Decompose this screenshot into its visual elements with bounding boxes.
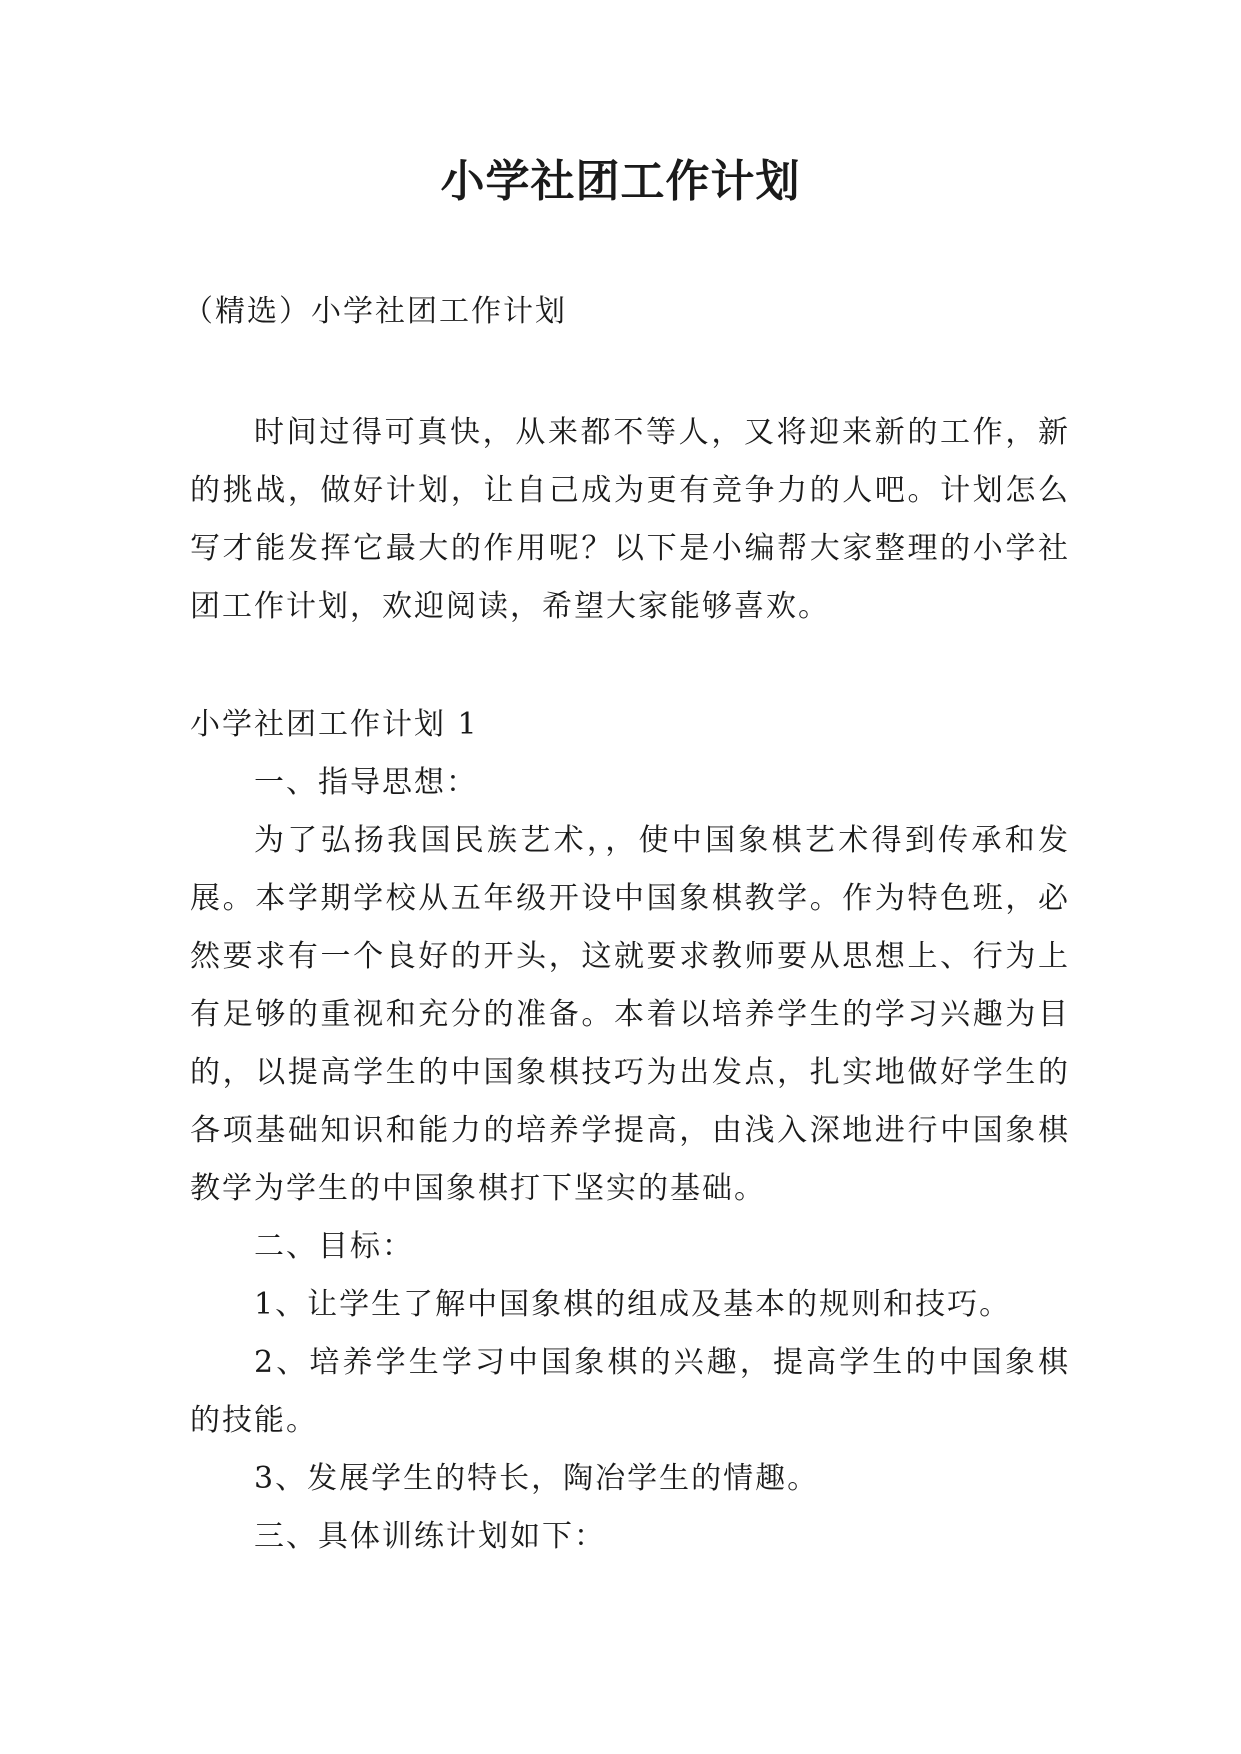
intro-block <box>190 404 1070 636</box>
heading-goals: 二、目标： <box>254 1229 414 1264</box>
heading-training-plan: 三、具体训练计划如下： <box>254 1519 606 1554</box>
goal-item-1: 1、让学生了解中国象棋的组成及基本的规则和技巧。 <box>254 1287 1012 1322</box>
goal-item-3: 3、发展学生的特长，陶冶学生的情趣。 <box>254 1461 820 1496</box>
document-title: 小学社团工作计划 <box>440 156 801 207</box>
document-subtitle: （精选）小学社团工作计划 <box>183 294 567 329</box>
goal-item-2: 2、培养学生学习中国象棋的兴趣，提高学生的中国象棋的技能。 <box>190 1345 1070 1438</box>
section-block <box>190 696 1070 1566</box>
intro-paragraph: 时间过得可真快，从来都不等人，又将迎来新的工作，新的挑战，做好计划，让自己成为更有竞争力的人吧。计划怎么写才能发挥它最大的作用呢？以下是小编帮大家整理的小学社团工作计划，欢迎阅读，希望大家能够喜欢。 <box>190 415 1070 624</box>
paragraph-guiding-ideology: 为了弘扬我国民族艺术，，使中国象棋艺术得到传承和发展。本学期学校从五年级开设中国象棋教学。作为特色班，必然要求有一个良好的开头，这就要求教师要从思想上、行为上有足够的重视和充分的准备。本着以培养学生的学习兴趣为目的，以提高学生的中国象棋技巧为出发点，扎实地做好学生的各项基础知识和能力的培养学提高，由浅入深地进行中国象棋教学为学生的中国象棋打下坚实的基础。 <box>190 823 1070 1206</box>
section-heading: 小学社团工作计划 1 <box>190 707 479 742</box>
heading-guiding-ideology: 一、指导思想： <box>254 765 478 800</box>
